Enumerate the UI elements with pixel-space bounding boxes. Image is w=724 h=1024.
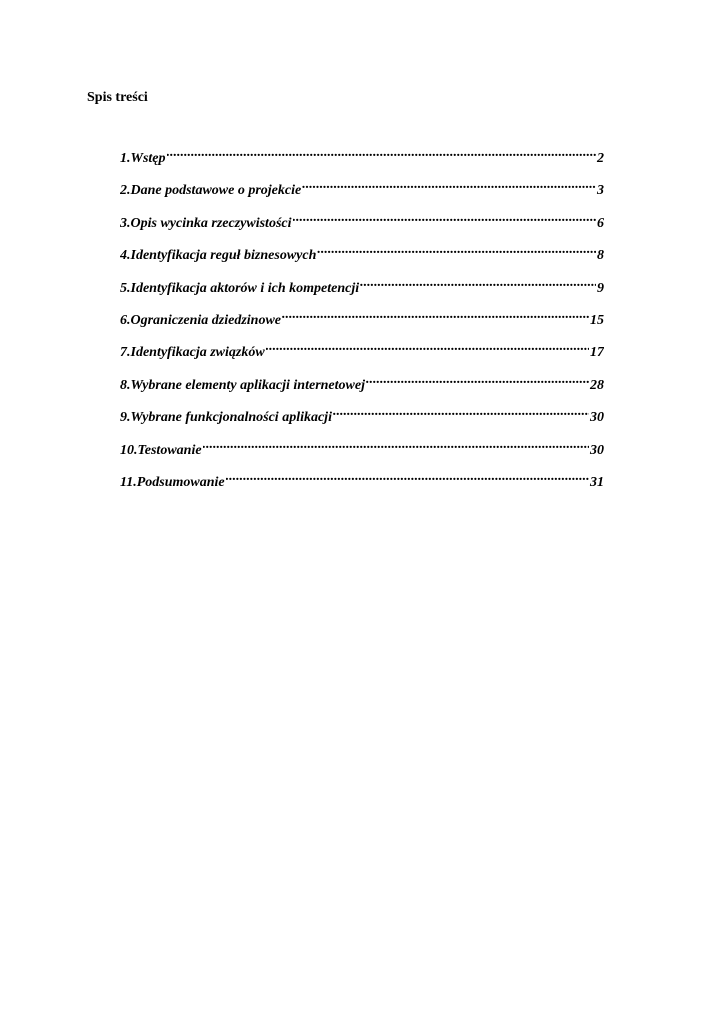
toc-dot-leader (266, 338, 589, 356)
toc-entry-title: 5.Identyfikacja aktorów i ich kompetencji (120, 280, 360, 296)
toc-entry-reality-scope[interactable] (120, 209, 604, 241)
toc-dot-leader (366, 371, 589, 389)
toc-entry-summary[interactable] (120, 468, 604, 500)
toc-entry-page-number: 8 (597, 248, 604, 264)
toc-entry-intro[interactable] (120, 144, 604, 176)
toc-entry-title: 6.Ograniczenia dziedzinowe (120, 312, 282, 328)
toc-entry-title: 9.Wybrane funkcjonalności aplikacji (120, 410, 332, 426)
toc-dot-leader (317, 241, 596, 259)
toc-entry-page-number: 9 (597, 280, 604, 296)
toc-entry-title: 8.Wybrane elementy aplikacji internetowej (120, 377, 365, 393)
toc-dot-leader (360, 274, 596, 292)
toc-entry-app-functionality[interactable] (120, 403, 604, 435)
toc-heading: Spis treści (87, 90, 148, 105)
toc-entry-relationships[interactable] (120, 338, 604, 370)
toc-dot-leader (282, 306, 589, 324)
toc-entry-page-number: 3 (597, 183, 604, 199)
toc-entry-title: 10.Testowanie (120, 442, 202, 458)
toc-entry-title: 7.Identyfikacja związków (120, 345, 265, 361)
toc-dot-leader (167, 144, 597, 162)
toc-entry-page-number: 30 (590, 442, 604, 458)
toc-entry-page-number: 6 (597, 215, 604, 231)
toc-entry-title: 3.Opis wycinka rzeczywistości (120, 215, 292, 231)
toc-entry-project-basics[interactable] (120, 176, 604, 208)
toc-dot-leader (293, 209, 597, 227)
toc-dot-leader (333, 403, 589, 421)
toc-entry-page-number: 17 (590, 345, 604, 361)
toc-entry-business-rules[interactable] (120, 241, 604, 273)
toc-entry-page-number: 31 (590, 474, 604, 490)
toc-entry-web-app-elements[interactable] (120, 371, 604, 403)
toc-entry-title: 4.Identyfikacja reguł biznesowych (120, 248, 317, 264)
toc-entry-page-number: 30 (590, 410, 604, 426)
toc-entry-page-number: 28 (590, 377, 604, 393)
toc-dot-leader (203, 436, 589, 454)
toc-entry-title: 11.Podsumowanie (120, 474, 225, 490)
toc-entry-title: 1.Wstęp (120, 151, 166, 166)
toc-dot-leader (302, 176, 596, 194)
toc-entry-actors[interactable] (120, 274, 604, 306)
toc-entry-title: 2.Dane podstawowe o projekcie (120, 183, 302, 199)
toc-entry-testing[interactable] (120, 436, 604, 468)
toc-dot-leader (226, 468, 589, 486)
toc-list (120, 144, 604, 500)
toc-entry-page-number: 2 (597, 151, 604, 166)
toc-entry-page-number: 15 (590, 312, 604, 328)
toc-entry-domain-constraints[interactable] (120, 306, 604, 338)
